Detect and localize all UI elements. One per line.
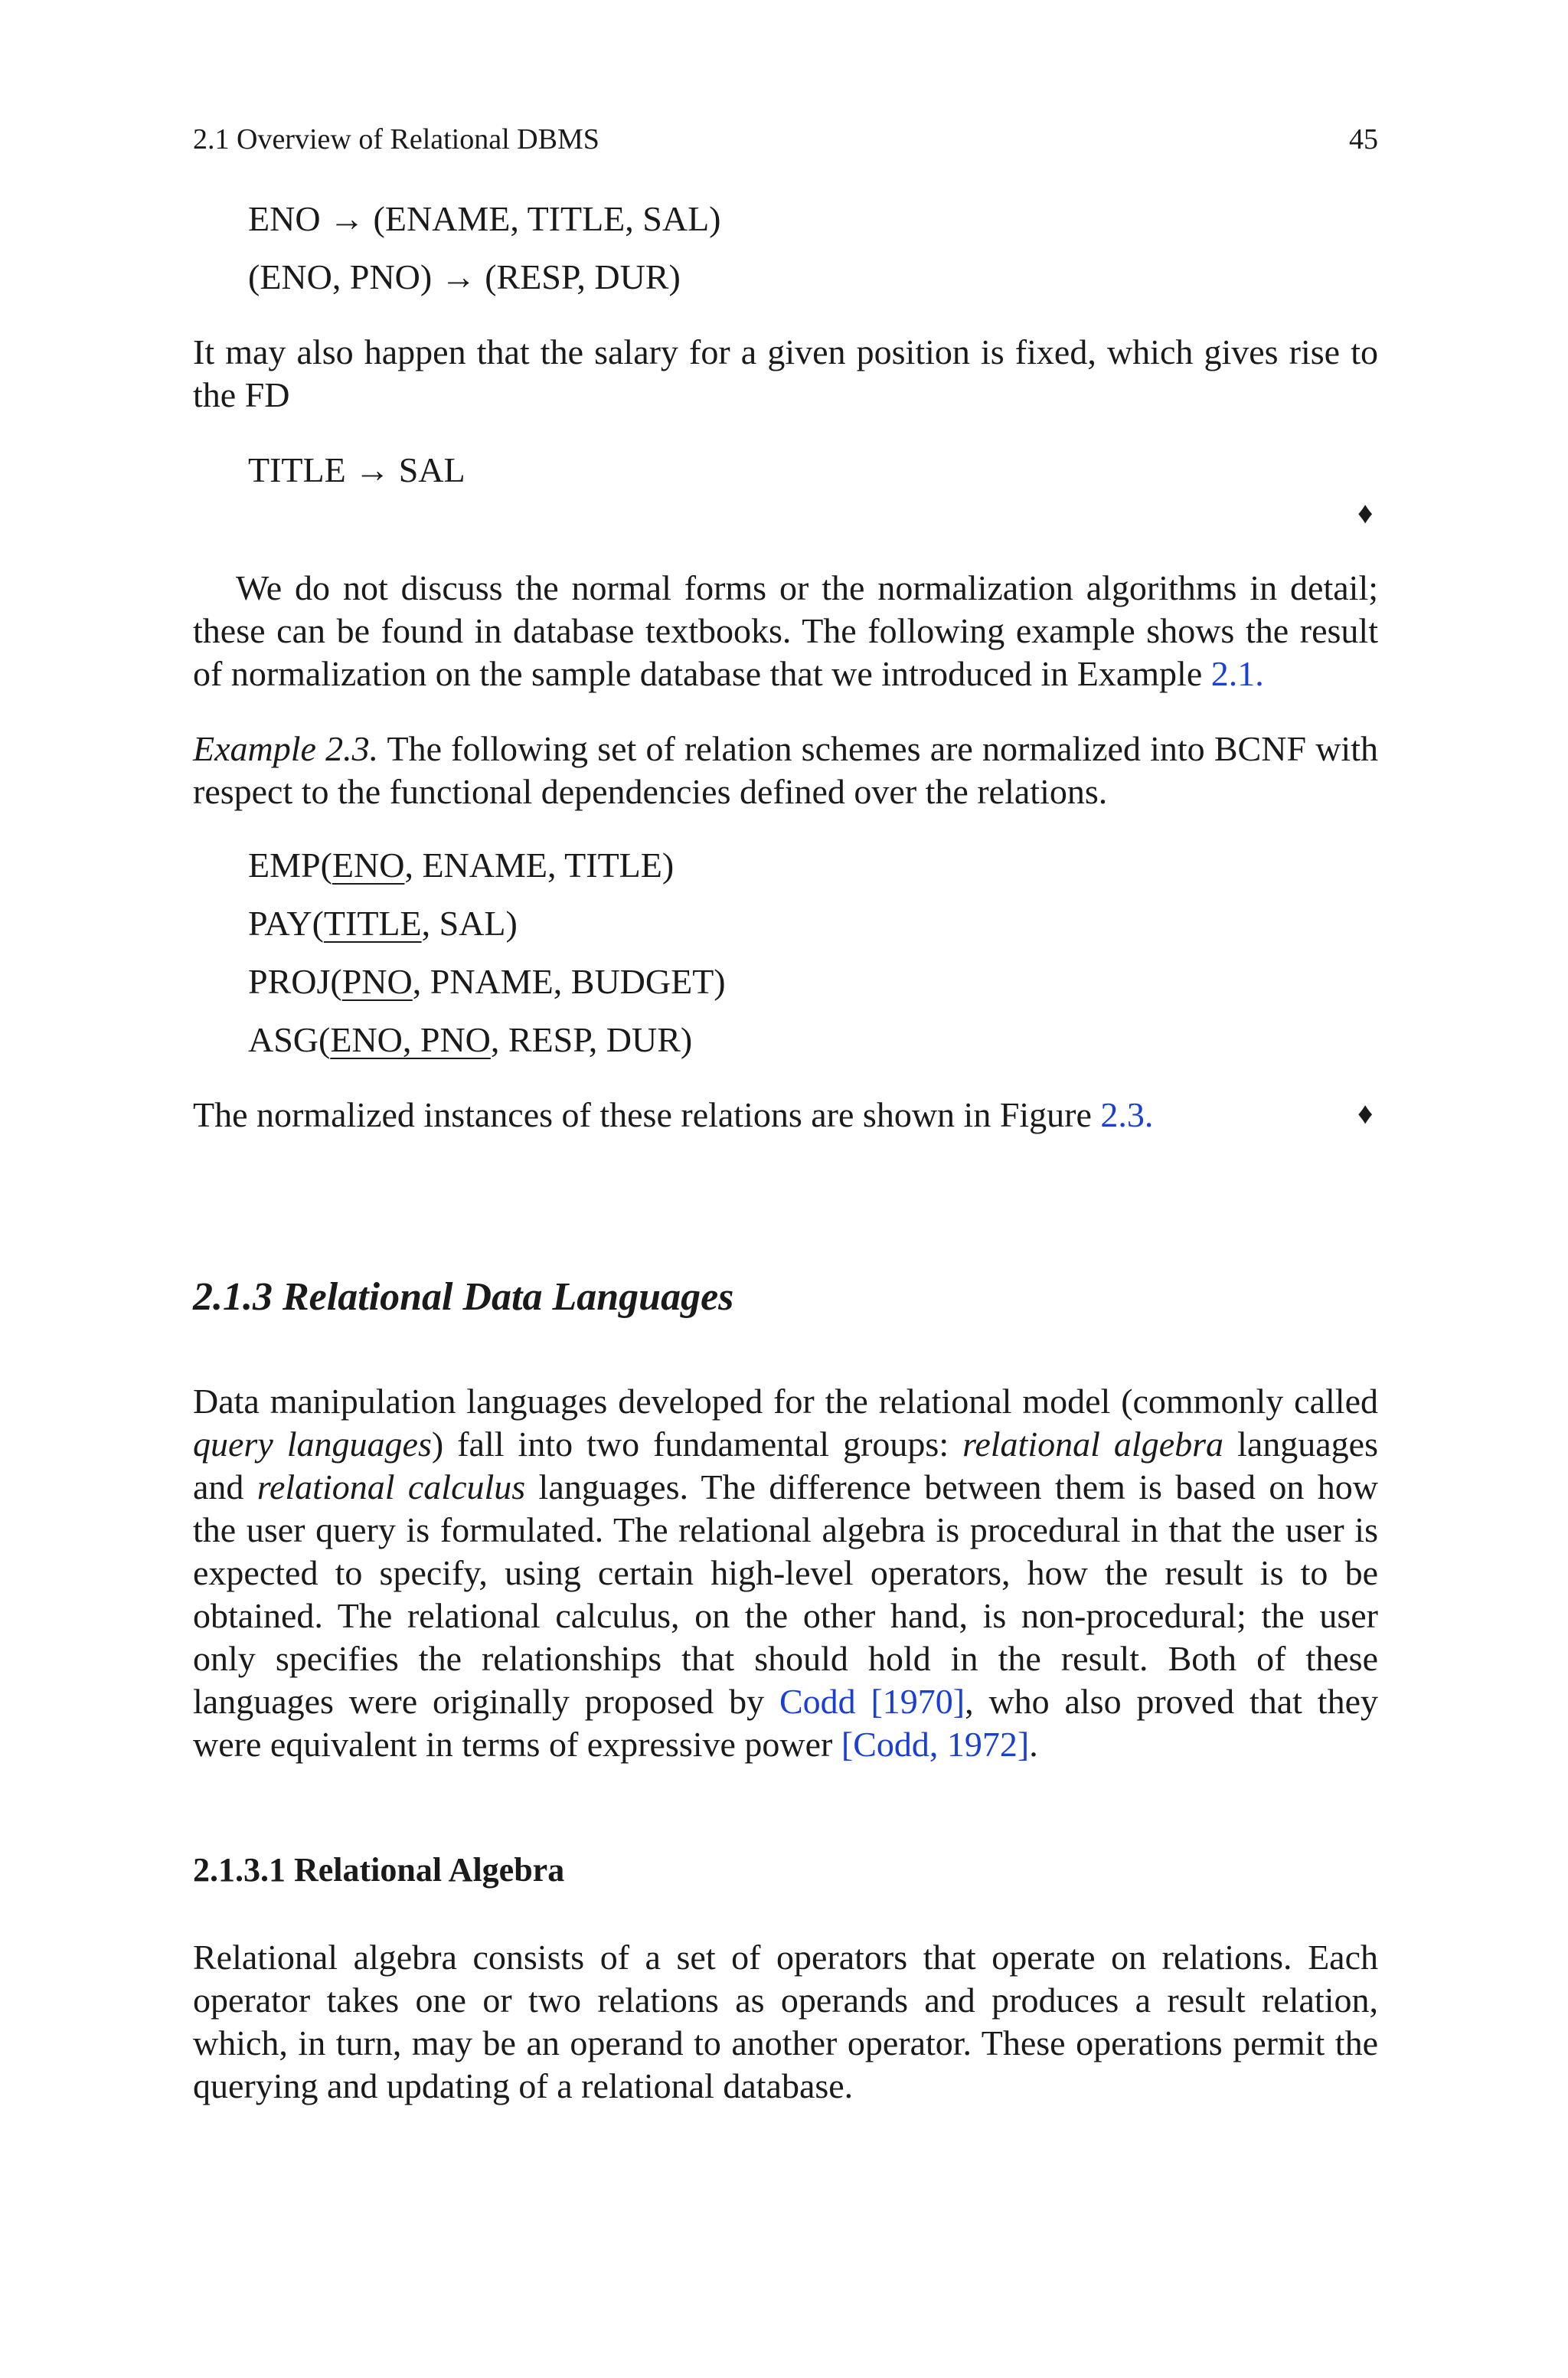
example-link[interactable]: 2.1. <box>1210 654 1264 693</box>
relation-name: PROJ( <box>248 962 342 1001</box>
citation-link[interactable]: Codd [1970] <box>779 1682 965 1721</box>
term-relational-calculus: relational calculus <box>256 1467 526 1506</box>
figure-link[interactable]: 2.3. <box>1100 1095 1154 1134</box>
relation-name: EMP( <box>248 846 332 885</box>
paragraph-text: , who also proved that they were equivalent in terms of expressive power <box>193 1682 1378 1764</box>
paragraph-text: . <box>1029 1725 1038 1764</box>
paragraph-text: ) fall into two fundamental groups: <box>431 1425 963 1464</box>
paragraph <box>193 1380 1378 1766</box>
fd-line: TITLE → SAL <box>248 450 466 489</box>
end-of-example-marker: ♦ <box>1357 496 1374 530</box>
running-head <box>193 123 1378 161</box>
relation-attributes: , ENAME, TITLE) <box>404 846 675 885</box>
paragraph-text: We do not discuss the normal forms or the normalization algorithms in detail; these can be found in database textbooks. The following example shows the result of normalization on the sample database that we introduced in Example <box>193 568 1378 693</box>
section-heading: 2.1.3 Relational Data Languages <box>193 1275 734 1319</box>
subsection-heading: 2.1.3.1 Relational Algebra <box>193 1851 565 1889</box>
citation-link[interactable]: [Codd, 1972] <box>841 1725 1030 1764</box>
running-head-section: 2.1 Overview of Relational DBMS <box>193 123 599 155</box>
paragraph-text: languages. The difference between them is based on how the user query is formulated. The relational algebra is procedural in that the user is expected to specify, using certain high-level operators, how the result is to be obtained. The relational calculus, on the other hand, is non-procedural; the user only specifies the relationships that should hold in the result. Both of these languages were originally proposed by <box>193 1467 1378 1721</box>
relation-key: ENO, PNO <box>330 1020 491 1059</box>
example-label: Example 2.3. <box>193 729 379 768</box>
relation-scheme <box>248 1019 692 1061</box>
relation-name: ASG( <box>248 1020 331 1059</box>
relation-scheme <box>248 902 518 945</box>
relation-scheme <box>248 844 674 887</box>
fd-line: ENO → (ENAME, TITLE, SAL) <box>248 199 721 238</box>
page-number: 45 <box>1349 123 1378 155</box>
paragraph <box>193 567 1378 695</box>
relation-key: PNO <box>341 962 413 1001</box>
relation-key: ENO <box>332 846 405 885</box>
relation-scheme <box>248 960 726 1003</box>
term-relational-algebra: relational algebra <box>962 1425 1224 1464</box>
relation-key: TITLE <box>323 904 422 943</box>
example-paragraph <box>193 728 1378 813</box>
paragraph-text: Data manipulation languages developed for the relational model (commonly called <box>193 1382 1378 1421</box>
term-query-languages: query languages <box>193 1425 432 1464</box>
relation-attributes: , RESP, DUR) <box>490 1020 693 1059</box>
paragraph-text: languages and <box>193 1425 1378 1506</box>
relation-attributes: , PNAME, BUDGET) <box>412 962 726 1001</box>
paragraph: It may also happen that the salary for a given position is fixed, which gives rise to the FD <box>193 332 1378 414</box>
paragraph <box>193 1094 1265 1137</box>
relation-attributes: , SAL) <box>421 904 518 943</box>
example-text: The following set of relation schemes are normalized into BCNF with respect to the functional dependencies defined over the relations. <box>193 729 1378 811</box>
end-of-example-marker: ♦ <box>1357 1096 1374 1130</box>
relation-name: PAY( <box>248 904 324 943</box>
paragraph: Relational algebra consists of a set of operators that operate on relations. Each operator takes one or two relations as operands and produces a result relation, which, in turn, may be an operand to another operator. These operations permit the querying and updating of a relational database. <box>193 1938 1378 2105</box>
paragraph-text: The normalized instances of these relations are shown in Figure <box>193 1095 1101 1134</box>
fd-line: (ENO, PNO) → (RESP, DUR) <box>248 257 681 296</box>
